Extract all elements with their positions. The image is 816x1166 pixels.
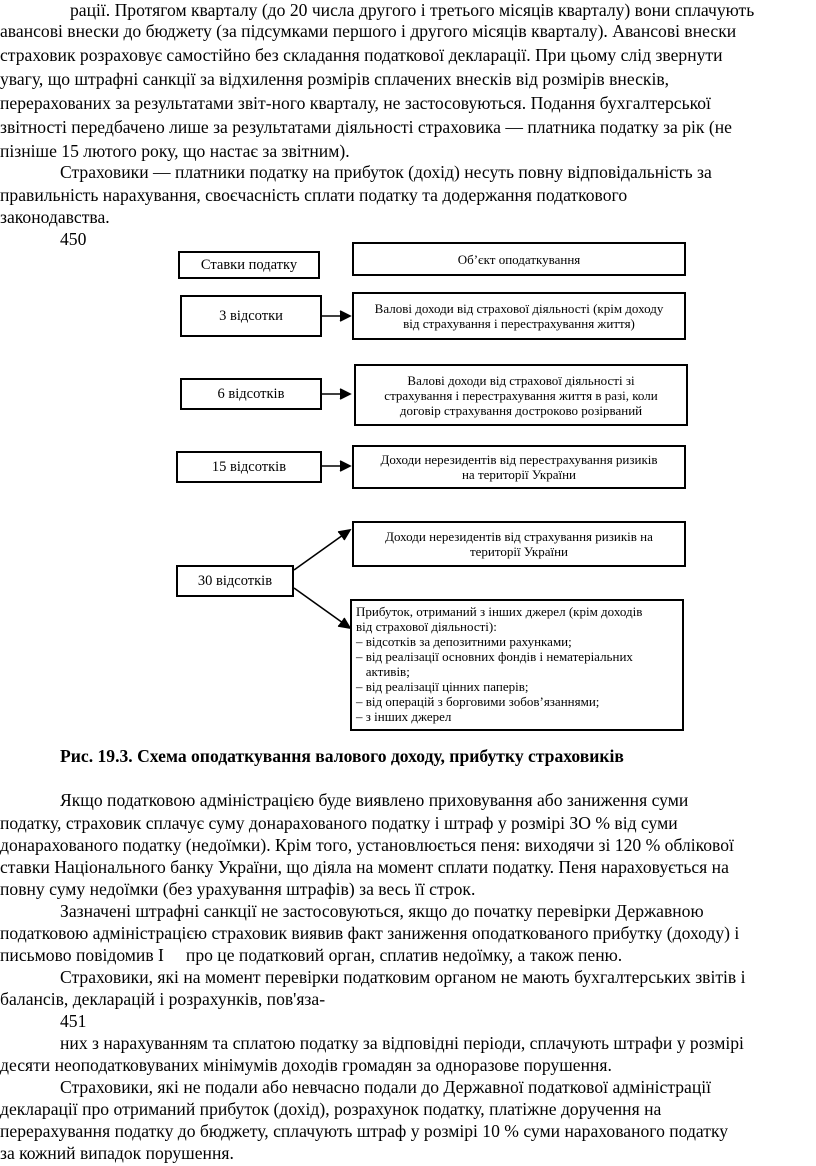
object-30b-line: – з інших джерел — [356, 709, 452, 724]
text-line: повну суму недоїмки (без урахування штрафів) за весь її строк. — [0, 879, 476, 899]
object-3-line: Валові доходи від страхової діяльності (крім доходу — [374, 301, 664, 316]
object-header-label: Об’єкт оподаткування — [457, 251, 581, 267]
object-3-box — [352, 292, 686, 340]
object-30b-line: – від реалізації основних фондів і нематеріальних — [356, 649, 633, 664]
text-line: пізніше 15 лютого року, що настає за звітним). — [0, 141, 350, 161]
text-line: них з нарахуванням та сплатою податку за відповідні періоди, сплачують штрафи у розмірі — [60, 1033, 744, 1053]
rate-30-box — [176, 565, 294, 597]
object-6-line: страхування і перестрахування життя в разі, коли — [384, 387, 658, 403]
object-30b-line: – від операцій з борговими зобов’язаннями; — [356, 694, 600, 709]
text-line: Якщо податковою адміністрацією буде виявлено приховування або заниження суми — [60, 790, 689, 810]
text-line: десяти неоподатковуваних мінімумів доходів громадян за одноразове порушення. — [0, 1055, 612, 1075]
figure-caption: Рис. 19.3. Схема оподаткування валового доходу, прибутку страховиків — [60, 746, 624, 766]
text-line: балансів, декларацій і розрахунків, пов'яза- — [0, 989, 326, 1009]
object-30b-box — [350, 599, 684, 731]
object-6-line: Валові доходи від страхової діяльності зі — [407, 372, 635, 388]
page-number: 451 — [60, 1011, 87, 1031]
text-line: письмово повідомив І про це податковий орган, сплатив недоїмку, а також пеню. — [0, 945, 623, 965]
text-line: звітності передбачено лише за результатами діяльності страховика — платника податку за рік (не — [0, 117, 732, 137]
rate-6-box — [180, 378, 322, 410]
rate-30-label: 30 відсотків — [197, 572, 273, 589]
rate-15-box — [176, 451, 322, 483]
object-15-line: Доходи нерезидентів від перестрахування ризиків — [380, 452, 658, 467]
object-30b-line: активів; — [356, 664, 410, 679]
text-line: страховик розраховує самостійно без складання податкової декларації. При цьому слід звернути — [0, 45, 723, 65]
object-6-box — [354, 364, 688, 426]
object-30b-line: – від реалізації цінних паперів; — [356, 679, 529, 694]
object-30a-box — [352, 521, 686, 567]
object-6-line: договір страхування достроково розірваний — [399, 402, 643, 418]
text-line: Страховики, які на момент перевірки податковим органом не мають бухгалтерських звітів і — [60, 967, 746, 987]
rate-3-box — [180, 295, 322, 337]
text-line: авансові внески до бюджету (за підсумками першого і другого місяців кварталу). Авансові внески — [0, 21, 737, 41]
text-line: податковою адміністрацією страховик виявив факт заниження оподаткованого прибутку (доходу) і — [0, 923, 740, 943]
text-line: законодавства. — [0, 207, 110, 227]
page-number: 450 — [60, 229, 87, 249]
object-header-box — [352, 242, 686, 276]
object-15-line: на території України — [461, 467, 577, 482]
text-line: увагу, що штрафні санкції за відхилення розмірів сплачених внесків від розмірів внесків, — [0, 69, 670, 89]
text-line: Страховики, які не подали або невчасно подали до Державної податкової адміністрації — [60, 1077, 712, 1097]
text-line: за кожний випадок порушення. — [0, 1143, 234, 1163]
object-30a-line: території України — [469, 544, 569, 559]
object-30b-line: від страхової діяльності): — [356, 619, 497, 634]
text-line: правильність нарахування, своєчасність сплати податку та додержання податкового — [0, 185, 628, 205]
rates-header-label: Ставки податку — [200, 256, 298, 273]
text-line: перерахування податку до бюджету, сплачують штраф у розмірі 10 % суми нарахованого податку — [0, 1121, 729, 1141]
rates-header-box — [178, 251, 320, 279]
object-30b-line: – відсотків за депозитними рахунками; — [356, 634, 572, 649]
text-line: донарахованого податку (недоїмки). Крім того, установлюється пеня: виходячи зі 120 % облікової — [0, 835, 734, 855]
object-30a-line: Доходи нерезидентів від страхування ризиків на — [385, 529, 653, 544]
text-line: Зазначені штрафні санкції не застосовуються, якщо до початку перевірки Державною — [60, 901, 704, 921]
text-line: рації. Протягом кварталу (до 20 числа другого і третього місяців кварталу) вони сплачують — [70, 0, 755, 20]
rate-6-label: 6 відсотків — [217, 385, 285, 402]
object-15-box — [352, 445, 686, 489]
rate-15-label: 15 відсотків — [211, 458, 287, 475]
object-30b-line: Прибуток, отриманий з інших джерел (крім доходів — [356, 604, 643, 619]
text-line: декларації про отриманий прибуток (дохід), розрахунок податку, платіжне доручення на — [0, 1099, 662, 1119]
object-3-line: від страхування і перестрахування життя) — [403, 316, 635, 331]
text-line: Страховики — платники податку на прибуток (дохід) несуть повну відповідальність за — [60, 162, 712, 182]
text-line: податку, страховик сплачує суму донарахованого податку і штраф у розмірі ЗО % від суми — [0, 813, 678, 833]
text-line: перерахованих за результатами звіт-ного кварталу, не застосовуються. Подання бухгалтерської — [0, 93, 711, 113]
text-line: ставки Національного банку України, що діяла на момент сплати податку. Пеня нараховується на — [0, 857, 729, 877]
rate-3-label: 3 відсотки — [219, 307, 283, 324]
